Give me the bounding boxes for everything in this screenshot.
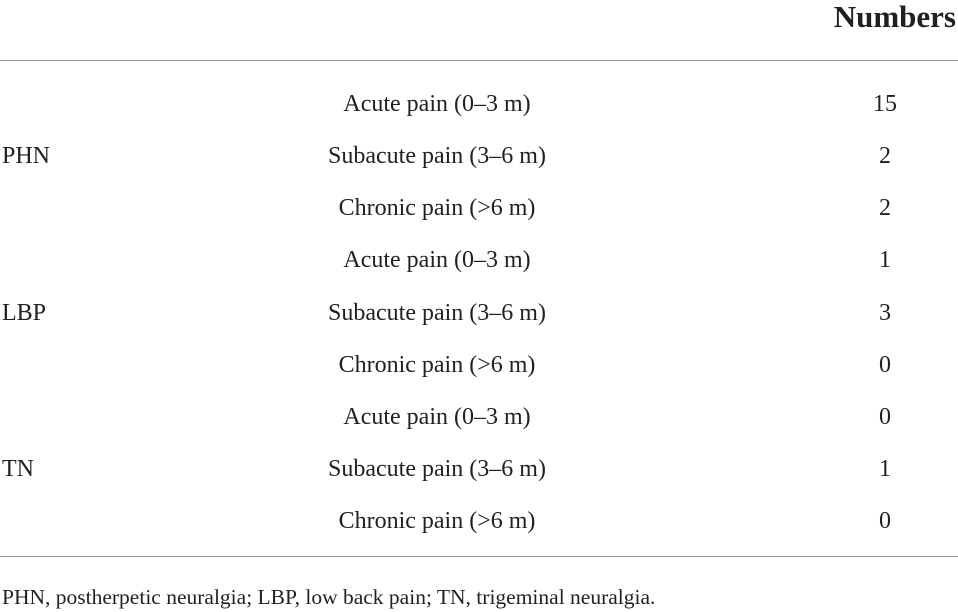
table-footnote: PHN, postherpetic neuralgia; LBP, low back pain; TN, trigeminal neuralgia. [2,585,656,609]
duration-cell: Chronic pain (>6 m) [338,195,536,221]
table-row [0,245,958,275]
table-row [0,298,958,328]
number-cell: 0 [879,352,891,378]
duration-cell: Acute pain (0–3 m) [343,91,531,117]
duration-cell: Chronic pain (>6 m) [338,352,536,378]
table-row [0,402,958,432]
group-cell: LBP [2,300,47,326]
duration-cell: Acute pain (0–3 m) [343,247,531,273]
number-cell: 2 [879,195,891,221]
number-cell: 0 [879,404,891,430]
number-cell: 3 [879,300,891,326]
header-divider [0,60,958,61]
number-cell: 1 [879,456,891,482]
number-cell: 2 [879,143,891,169]
number-cell: 0 [879,508,891,534]
footer-divider [0,556,958,557]
table-row [0,89,958,119]
number-cell: 15 [873,91,897,117]
table-row [0,506,958,536]
duration-cell: Acute pain (0–3 m) [343,404,531,430]
duration-cell: Chronic pain (>6 m) [338,508,536,534]
number-cell: 1 [879,247,891,273]
table-row [0,193,958,223]
duration-cell: Subacute pain (3–6 m) [328,143,546,169]
duration-cell: Subacute pain (3–6 m) [328,300,546,326]
group-cell: PHN [2,143,51,169]
numbers-column-header: Numbers [833,0,956,34]
table-row [0,141,958,171]
duration-cell: Subacute pain (3–6 m) [328,456,546,482]
table-row [0,454,958,484]
table-row [0,350,958,380]
group-cell: TN [2,456,34,482]
